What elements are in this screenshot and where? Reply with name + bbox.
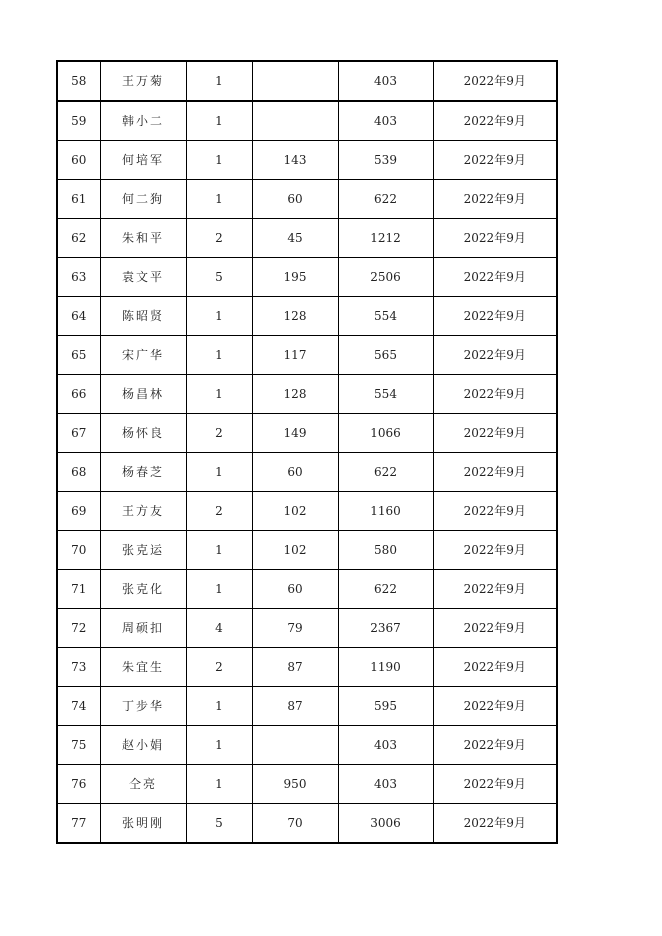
amount-a-cell: 87 [252,687,338,726]
name-cell: 仝亮 [100,765,186,804]
row-number-cell: 59 [57,101,100,141]
name-cell: 韩小二 [100,101,186,141]
row-number-cell: 68 [57,453,100,492]
table-row [57,765,557,804]
period-cell: 2022年9月 [433,531,557,570]
amount-a-cell: 117 [252,336,338,375]
count-cell: 1 [186,570,252,609]
amount-b-cell: 2506 [338,258,433,297]
period-cell: 2022年9月 [433,648,557,687]
amount-a-cell: 60 [252,453,338,492]
amount-a-cell: 143 [252,141,338,180]
row-number-cell: 61 [57,180,100,219]
name-cell: 杨春芝 [100,453,186,492]
period-cell: 2022年9月 [433,101,557,141]
table-row [57,492,557,531]
count-cell: 2 [186,648,252,687]
count-cell: 1 [186,101,252,141]
table-row [57,258,557,297]
amount-a-cell: 102 [252,492,338,531]
amount-a-cell: 70 [252,804,338,844]
period-cell: 2022年9月 [433,453,557,492]
count-cell: 1 [186,453,252,492]
table-row [57,297,557,336]
amount-a-cell: 60 [252,180,338,219]
row-number-cell: 70 [57,531,100,570]
table-row [57,531,557,570]
name-cell: 张明刚 [100,804,186,844]
amount-b-cell: 403 [338,61,433,101]
table-row [57,141,557,180]
amount-b-cell: 403 [338,765,433,804]
period-cell: 2022年9月 [433,219,557,258]
period-cell: 2022年9月 [433,336,557,375]
table-row [57,61,557,101]
count-cell: 1 [186,765,252,804]
amount-b-cell: 622 [338,570,433,609]
period-cell: 2022年9月 [433,726,557,765]
count-cell: 1 [186,375,252,414]
period-cell: 2022年9月 [433,570,557,609]
amount-a-cell [252,726,338,765]
amount-b-cell: 1190 [338,648,433,687]
count-cell: 1 [186,61,252,101]
period-cell: 2022年9月 [433,765,557,804]
amount-a-cell: 950 [252,765,338,804]
amount-b-cell: 554 [338,375,433,414]
row-number-cell: 66 [57,375,100,414]
row-number-cell: 64 [57,297,100,336]
period-cell: 2022年9月 [433,141,557,180]
table-row [57,453,557,492]
period-cell: 2022年9月 [433,804,557,844]
row-number-cell: 74 [57,687,100,726]
row-number-cell: 62 [57,219,100,258]
name-cell: 宋广华 [100,336,186,375]
amount-b-cell: 565 [338,336,433,375]
period-cell: 2022年9月 [433,375,557,414]
period-cell: 2022年9月 [433,258,557,297]
name-cell: 袁文平 [100,258,186,297]
row-number-cell: 58 [57,61,100,101]
count-cell: 5 [186,804,252,844]
amount-a-cell [252,101,338,141]
name-cell: 朱和平 [100,219,186,258]
amount-b-cell: 622 [338,180,433,219]
name-cell: 丁步华 [100,687,186,726]
table-row [57,375,557,414]
period-cell: 2022年9月 [433,687,557,726]
row-number-cell: 73 [57,648,100,687]
table-row [57,804,557,844]
table-row [57,609,557,648]
amount-b-cell: 1212 [338,219,433,258]
table-row [57,687,557,726]
row-number-cell: 76 [57,765,100,804]
amount-a-cell [252,61,338,101]
amount-b-cell: 580 [338,531,433,570]
table-row [57,180,557,219]
row-number-cell: 63 [57,258,100,297]
amount-b-cell: 595 [338,687,433,726]
count-cell: 1 [186,141,252,180]
table-row [57,219,557,258]
amount-b-cell: 403 [338,101,433,141]
amount-b-cell: 2367 [338,609,433,648]
amount-a-cell: 128 [252,297,338,336]
count-cell: 2 [186,414,252,453]
amount-b-cell: 554 [338,297,433,336]
row-number-cell: 72 [57,609,100,648]
name-cell: 朱宜生 [100,648,186,687]
amount-a-cell: 60 [252,570,338,609]
table-row [57,570,557,609]
amount-b-cell: 403 [338,726,433,765]
amount-b-cell: 1066 [338,414,433,453]
name-cell: 何二狗 [100,180,186,219]
row-number-cell: 71 [57,570,100,609]
amount-a-cell: 195 [252,258,338,297]
amount-b-cell: 3006 [338,804,433,844]
count-cell: 1 [186,297,252,336]
count-cell: 1 [186,687,252,726]
name-cell: 杨怀良 [100,414,186,453]
count-cell: 1 [186,336,252,375]
amount-b-cell: 539 [338,141,433,180]
period-cell: 2022年9月 [433,297,557,336]
amount-a-cell: 149 [252,414,338,453]
count-cell: 5 [186,258,252,297]
name-cell: 张克运 [100,531,186,570]
row-number-cell: 75 [57,726,100,765]
name-cell: 周硕扣 [100,609,186,648]
name-cell: 何培军 [100,141,186,180]
table-body [57,61,557,843]
table-row [57,648,557,687]
amount-a-cell: 79 [252,609,338,648]
name-cell: 王方友 [100,492,186,531]
amount-a-cell: 87 [252,648,338,687]
period-cell: 2022年9月 [433,180,557,219]
period-cell: 2022年9月 [433,609,557,648]
amount-b-cell: 1160 [338,492,433,531]
name-cell: 陈昭贤 [100,297,186,336]
row-number-cell: 65 [57,336,100,375]
count-cell: 1 [186,531,252,570]
name-cell: 杨昌林 [100,375,186,414]
row-number-cell: 67 [57,414,100,453]
table-row [57,726,557,765]
table-row [57,101,557,141]
name-cell: 张克化 [100,570,186,609]
name-cell: 赵小娟 [100,726,186,765]
row-number-cell: 77 [57,804,100,844]
count-cell: 1 [186,726,252,765]
amount-a-cell: 102 [252,531,338,570]
amount-b-cell: 622 [338,453,433,492]
amount-a-cell: 45 [252,219,338,258]
period-cell: 2022年9月 [433,492,557,531]
period-cell: 2022年9月 [433,414,557,453]
table-row [57,414,557,453]
table-row [57,336,557,375]
count-cell: 1 [186,180,252,219]
count-cell: 2 [186,219,252,258]
period-cell: 2022年9月 [433,61,557,101]
count-cell: 4 [186,609,252,648]
row-number-cell: 60 [57,141,100,180]
row-number-cell: 69 [57,492,100,531]
amount-a-cell: 128 [252,375,338,414]
count-cell: 2 [186,492,252,531]
data-table [56,60,558,844]
name-cell: 王万菊 [100,61,186,101]
